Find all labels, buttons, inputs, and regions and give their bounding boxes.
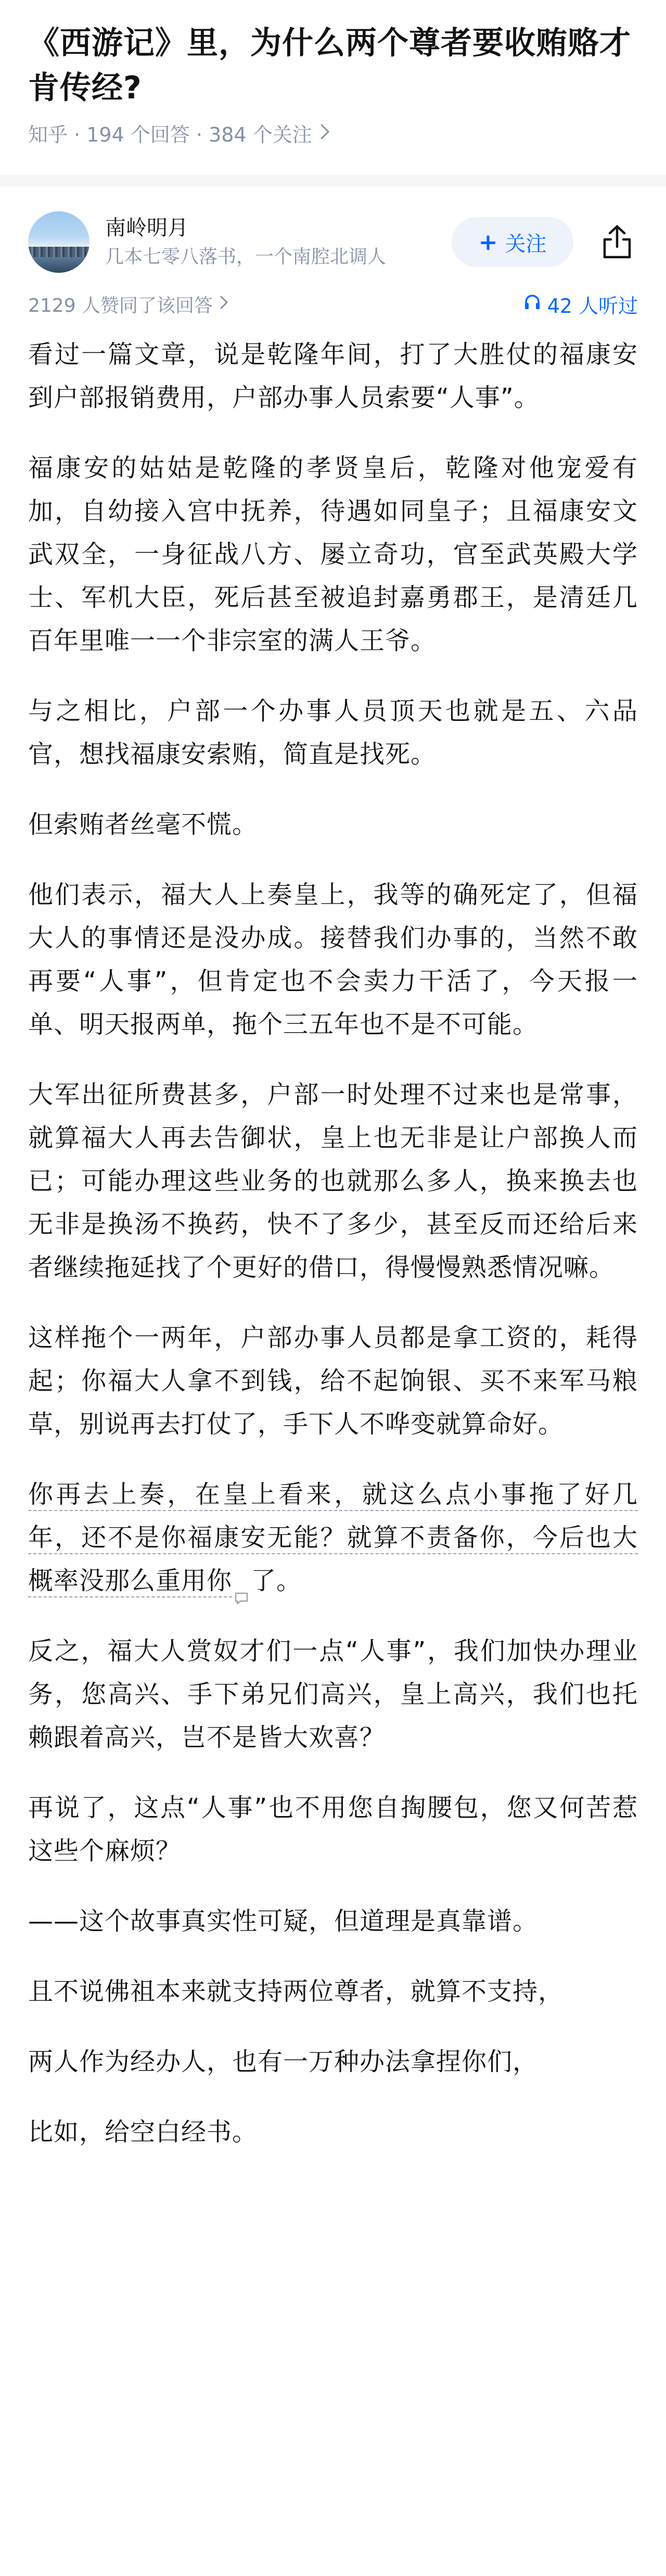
avatar[interactable] — [28, 211, 89, 273]
question-title[interactable]: 《西游记》里，为什么两个尊者要收贿赂才肯传经? — [28, 25, 631, 106]
answer-paragraph: 两人作为经办人，也有一万种办法拿捏你们， — [28, 2047, 539, 2076]
follow-label: 关注 — [505, 232, 547, 256]
author-bio: 几本七零八落书，一个南腔北调人 — [105, 246, 387, 268]
answer-paragraph: 看过一篇文章，说是乾隆年间，打了大胜仗的福康安到户部报销费用，户部办事人员索要“人事”。 — [28, 340, 638, 412]
answer-paragraph: 大军出征所费甚多，户部一时处理不过来也是常事，就算福大人再去告御状，皇上也无非是让户部换人而已；可能办理这些业务的也就那么多人，换来换去也无非是换汤不换药，快不了多少，甚至反而还给后来者继续拖延找了个更好的借口，得慢慢熟悉情况嘛。 — [28, 1080, 638, 1282]
follow-button[interactable] — [452, 217, 573, 267]
answer-paragraph: 且不说佛祖本来就支持两位尊者，就算不支持， — [28, 1977, 564, 2006]
question-header — [0, 0, 666, 148]
answer-paragraph-commented[interactable] — [28, 1473, 638, 1603]
answer-paragraph: 福康安的姑姑是乾隆的孝贤皇后，乾隆对他宠爱有加，自幼接入宫中抚养，待遇如同皇子；且福康安文武双全，一身征战八方、屡立奇功，官至武英殿大学士、军机大臣，死后甚至被追封嘉勇郡王，是清廷几百年里唯一一个非宗室的满人王爷。 — [28, 453, 638, 655]
answer-paragraph: 但索贿者丝毫不慌。 — [28, 810, 258, 839]
author-row — [0, 186, 666, 275]
answer-stats — [0, 288, 666, 320]
avatar-city-shape — [28, 247, 89, 257]
share-icon[interactable] — [596, 221, 638, 263]
underlined-segment[interactable]: 你再去上奏，在皇上看来，就这么点小事拖了好几年，还不是你福康安无能？就算不责备你，今后也大概率没那么重用你 — [28, 1480, 638, 1595]
question-meta[interactable] — [28, 122, 638, 148]
question-meta-text: 知乎 · 194 个回答 · 384 个关注 — [28, 123, 312, 146]
votes-text: 2129 人赞同了该回答 — [28, 295, 213, 316]
headphones-icon — [523, 293, 541, 315]
avatar-water-shape — [28, 257, 89, 273]
answer-paragraph: 他们表示，福大人上奏皇上，我等的确死定了，但福大人的事情还是没办成。接替我们办事的，当然不敢再要“人事”，但肯定也不会卖力干活了，今天报一单、明天报两单，拖个三五年也不是不可能。 — [28, 880, 638, 1039]
chevron-right-icon — [219, 294, 229, 315]
votes-link[interactable] — [28, 291, 229, 318]
answer-content — [0, 333, 666, 2154]
chevron-right-icon — [319, 122, 331, 148]
plus-icon: + — [478, 229, 498, 256]
author-info — [105, 214, 452, 270]
answer-paragraph: 这样拖个一两年，户部办事人员都是拿工资的，耗得起；你福大人拿不到钱，给不起饷银、买不来军马粮草，别说再去打仗了，手下人不哗变就算命好。 — [28, 1323, 638, 1439]
author-name[interactable]: 南岭明月 — [105, 216, 188, 240]
listen-button[interactable] — [523, 290, 638, 319]
answer-paragraph: 与之相比，户部一个办事人员顶天也就是五、六品官，想找福康安索贿，简直是找死。 — [28, 696, 638, 769]
comment-bubble-icon[interactable] — [234, 1576, 249, 1589]
listen-count: 42 人听过 — [547, 294, 638, 318]
section-divider — [0, 175, 666, 186]
answer-paragraph: 再说了，这点“人事”也不用您自掏腰包，您又何苦惹这些个麻烦？ — [28, 1793, 638, 1866]
answer-paragraph: ——这个故事真实性可疑，但道理是真靠谱。 — [28, 1907, 539, 1936]
answer-paragraph: 反之，福大人赏奴才们一点“人事”，我们加快办理业务，您高兴、手下弟兄们高兴，皇上高兴，我们也托赖跟着高兴，岂不是皆大欢喜？ — [28, 1636, 638, 1752]
answer-paragraph: 比如，给空白经书。 — [28, 2117, 258, 2147]
paragraph-tail: 了。 — [251, 1566, 302, 1595]
